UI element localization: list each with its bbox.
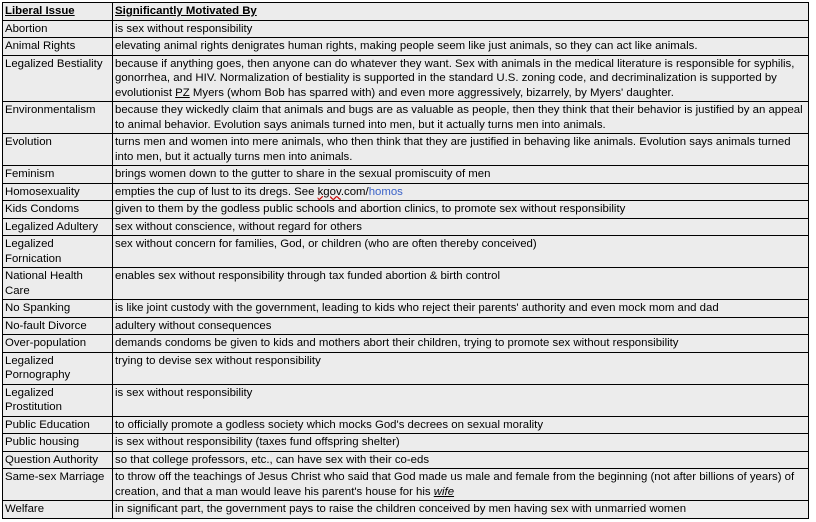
motive-cell: in significant part, the government pays to raise the children conceived by men having sex with unmarried women (113, 501, 809, 519)
column-header-motive: Significantly Motivated By (113, 3, 809, 21)
table-row (3, 218, 809, 236)
motive-cell: demands condoms be given to kids and mothers abort their children, trying to promote sex without responsibility (113, 335, 809, 353)
table-row (3, 268, 809, 300)
motive-cell: sex without concern for families, God, or children (who are often thereby conceived) (113, 236, 809, 268)
motive-cell: elevating animal rights denigrates human rights, making people seem like just animals, so they can act like animals. (113, 38, 809, 56)
issue-cell: Public Education (3, 416, 113, 434)
table-header-row (3, 3, 809, 21)
motive-cell: to officially promote a godless society which mocks God's decrees on sexual morality (113, 416, 809, 434)
link-domain-text[interactable]: .com/ (340, 185, 369, 198)
table-row (3, 201, 809, 219)
issue-cell: Legalized Pornography (3, 352, 113, 384)
issue-cell: Legalized Prostitution (3, 384, 113, 416)
motive-cell: is sex without responsibility (113, 20, 809, 38)
issue-cell: National Health Care (3, 268, 113, 300)
table-row (3, 451, 809, 469)
column-header-issue: Liberal Issue (3, 3, 113, 21)
table-row (3, 434, 809, 452)
issue-cell: Over-population (3, 335, 113, 353)
motive-cell: brings women down to the gutter to share in the sexual promiscuity of men (113, 166, 809, 184)
table-row (3, 501, 809, 519)
table-row (3, 300, 809, 318)
table-row (3, 20, 809, 38)
motive-text: Myers (whom Bob has sparred with) and even more aggressively, bizarrely, by Myers' daughter. (189, 86, 674, 99)
motive-cell: turns men and women into mere animals, who then think that they are justified in behaving like animals. Evolution says animals turned into men, but it actually turns men into animals. (113, 134, 809, 166)
kgov-link-text[interactable]: kgov (317, 185, 341, 198)
issue-cell: Animal Rights (3, 38, 113, 56)
issue-cell: Evolution (3, 134, 113, 166)
issues-table (2, 2, 809, 519)
motive-cell (113, 469, 809, 501)
table-row (3, 55, 809, 102)
issue-cell: Environmentalism (3, 102, 113, 134)
issue-cell: No-fault Divorce (3, 317, 113, 335)
issue-cell: Kids Condoms (3, 201, 113, 219)
table-row (3, 38, 809, 56)
table-row (3, 236, 809, 268)
motive-cell (113, 183, 809, 201)
motive-cell: so that college professors, etc., can have sex with their co-eds (113, 451, 809, 469)
motive-cell: is sex without responsibility (taxes fund offspring shelter) (113, 434, 809, 452)
issue-cell: Homosexuality (3, 183, 113, 201)
motive-cell: adultery without consequences (113, 317, 809, 335)
issue-cell: Abortion (3, 20, 113, 38)
table-row (3, 183, 809, 201)
table-row (3, 317, 809, 335)
motive-cell: is like joint custody with the government, leading to kids who reject their parents' authority and even mock mom and dad (113, 300, 809, 318)
issue-cell: Question Authority (3, 451, 113, 469)
table-row (3, 102, 809, 134)
wife-emphasis: wife (433, 485, 455, 498)
issue-cell: Legalized Bestiality (3, 55, 113, 102)
motive-cell: sex without conscience, without regard for others (113, 218, 809, 236)
motive-cell: enables sex without responsibility through tax funded abortion & birth control (113, 268, 809, 300)
issue-cell: Same-sex Marriage (3, 469, 113, 501)
issue-cell: Feminism (3, 166, 113, 184)
table-row (3, 335, 809, 353)
table-row (3, 352, 809, 384)
motive-cell: because they wickedly claim that animals and bugs are as valuable as people, then they think that their behavior is justified by an appeal to animal behavior. Evolution says animals turned into men, but it actually turns men into animals. (113, 102, 809, 134)
table-row (3, 416, 809, 434)
pz-text: PZ (175, 86, 190, 99)
motive-cell (113, 55, 809, 102)
motive-text: to throw off the teachings of Jesus Christ who said that God made us male and female from the beginning (not after billions of years) of creation, and that a man would leave his parent's house for his (115, 471, 795, 498)
table-row (3, 384, 809, 416)
issue-cell: Legalized Adultery (3, 218, 113, 236)
issue-cell: Legalized Fornication (3, 236, 113, 268)
issue-cell: No Spanking (3, 300, 113, 318)
motive-cell: given to them by the godless public schools and abortion clinics, to promote sex without responsibility (113, 201, 809, 219)
table-row (3, 469, 809, 501)
issue-cell: Welfare (3, 501, 113, 519)
motive-text: because if anything goes, then anyone can do whatever they want. Sex with animals in the medical literature is responsible for syphilis, gonorrhea, and HIV. Normalization of bestiality is supported in the standard U.S. zoning code, and decriminalization is supported by evolutionist (115, 57, 795, 99)
motive-cell: trying to devise sex without responsibility (113, 352, 809, 384)
table-row (3, 166, 809, 184)
issue-cell: Public housing (3, 434, 113, 452)
motive-text: empties the cup of lust to its dregs. See (115, 185, 318, 198)
homos-link[interactable]: homos (368, 185, 403, 198)
motive-cell: is sex without responsibility (113, 384, 809, 416)
table-row (3, 134, 809, 166)
